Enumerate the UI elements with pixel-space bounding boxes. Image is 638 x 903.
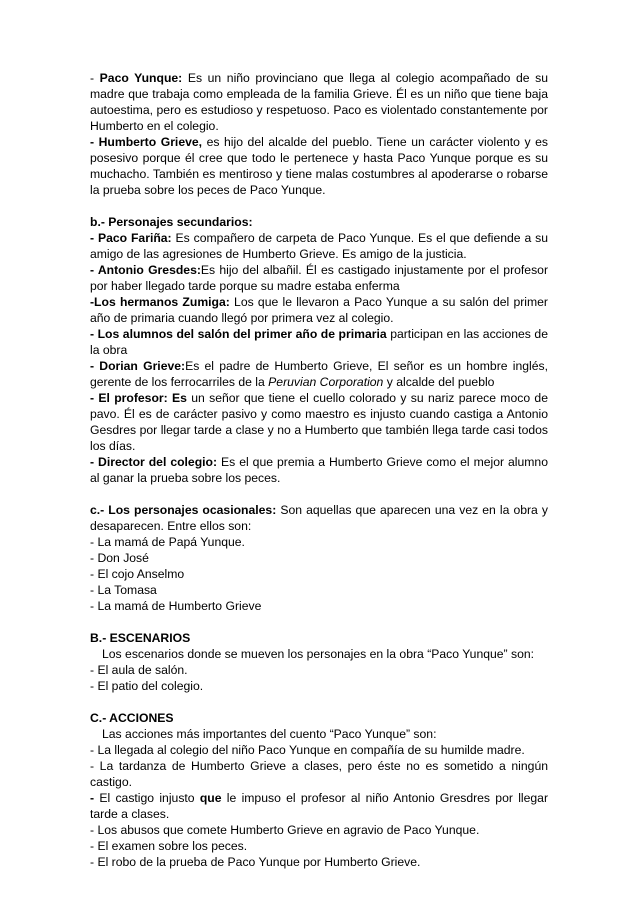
document-page bbox=[90, 70, 548, 870]
character-hermanos-zumiga bbox=[90, 294, 548, 326]
list-item: - La llegada al colegio del niño Paco Yunque en compañía de su humilde madre. bbox=[90, 743, 525, 757]
character-name: - El profesor: Es bbox=[90, 391, 187, 405]
character-paco-yunque bbox=[90, 70, 548, 134]
spacer bbox=[90, 198, 548, 214]
escenarios-heading: B.- ESCENARIOS bbox=[90, 631, 191, 645]
character-director bbox=[90, 454, 548, 486]
character-description: Es el que premia a Humberto Grieve como el mejor alumno al ganar la prueba sobre los peces. bbox=[90, 455, 548, 485]
list-item: - El robo de la prueba de Paco Yunque por Humberto Grieve. bbox=[90, 855, 421, 869]
occasional-heading: c.- Los personajes ocasionales: bbox=[90, 503, 277, 517]
character-dorian-grieve bbox=[90, 358, 548, 390]
occasional-intro bbox=[90, 502, 548, 534]
occasional-description: Son aquellas que aparecen una vez en la obra y desaparecen. Entre ellos son: bbox=[90, 503, 548, 533]
list-item: - La mamá de Papá Yunque. bbox=[90, 535, 245, 549]
character-antonio-gresdes bbox=[90, 262, 548, 294]
spacer bbox=[90, 694, 548, 710]
character-name: - Paco Fariña: bbox=[90, 231, 172, 245]
character-description: Es compañero de carpeta de Paco Yunque. Es el que defiende a su amigo de las agresiones de Humberto Grieve. Es amigo de la justicia. bbox=[90, 231, 548, 261]
list-item: - El patio del colegio. bbox=[90, 679, 204, 693]
character-profesor bbox=[90, 390, 548, 454]
character-description: Es el padre de Humberto Grieve, El señor es un hombre inglés, gerente de los ferrocarriles de la bbox=[90, 359, 548, 389]
character-description: Los que le llevaron a Paco Yunque a su salón del primer año de primaria cuando llegó por primera vez al colegio. bbox=[90, 295, 548, 325]
list-item: - La mamá de Humberto Grieve bbox=[90, 599, 262, 613]
character-paco-farina bbox=[90, 230, 548, 262]
character-name: - Director del colegio: bbox=[90, 455, 218, 469]
character-description-end: y alcalde del pueblo bbox=[383, 375, 495, 389]
character-description: es hijo del alcalde del pueblo. Tiene un carácter violento y es posesivo porque él cree que todo le pertenece y hasta Paco Yunque porque es su muchacho. También es mentiroso y tiene malas costumbres al apoderarse o robarse la prueba sobre los peces de Paco Yunque. bbox=[90, 135, 548, 197]
character-humberto-grieve bbox=[90, 134, 548, 198]
character-alumnos bbox=[90, 326, 548, 358]
list-item: - El examen sobre los peces. bbox=[90, 839, 248, 853]
item-text: El castigo injusto bbox=[94, 791, 200, 805]
list-item: - Don José bbox=[90, 551, 149, 565]
item-bold-word: que bbox=[199, 791, 222, 805]
list-item: - El aula de salón. bbox=[90, 663, 188, 677]
spacer bbox=[90, 614, 548, 630]
item-prefix: - bbox=[90, 71, 100, 85]
character-description: Es un niño provinciano que llega al colegio acompañado de su madre que trabaja como empleada de la familia Grieve. Él es un niño que tiene baja autoestima, pero es estudioso y respetuoso. Paco es violentado constantemente por Humberto en el colegio. bbox=[90, 71, 548, 133]
acciones-heading: C.- ACCIONES bbox=[90, 711, 174, 725]
character-description: participan en las acciones de la obra bbox=[90, 327, 548, 357]
character-name: - Antonio Gresdes: bbox=[90, 263, 201, 277]
list-item: - Los abusos que comete Humberto Grieve en agravio de Paco Yunque. bbox=[90, 823, 480, 837]
acciones-intro: Las acciones más importantes del cuento “Paco Yunque” son: bbox=[102, 727, 437, 741]
character-name: -Los hermanos Zumiga: bbox=[90, 295, 230, 309]
character-name: - Dorian Grieve: bbox=[90, 359, 186, 373]
character-name: - Los alumnos del salón del primer año de primaria bbox=[90, 327, 387, 341]
character-name: Paco Yunque: bbox=[99, 71, 183, 85]
list-item: - La tardanza de Humberto Grieve a clases, pero éste no es sometido a ningún castigo. bbox=[90, 759, 548, 789]
spacer bbox=[90, 486, 548, 502]
character-description: un señor que tiene el cuello colorado y su nariz parece moco de pavo. Él es de carácter pasivo y como maestro es injusto cuando castiga a Antonio Gesdres por llegar tarde a clase y no a Humberto que también llega tarde casi todos los días. bbox=[90, 391, 548, 453]
company-name: Peruvian Corporation bbox=[268, 375, 384, 389]
secondary-heading: b.- Personajes secundarios: bbox=[90, 215, 253, 229]
item-dash: - bbox=[90, 791, 95, 805]
item-text-end: le impuso el profesor al niño Antonio Gresdres por llegar tarde a clases. bbox=[90, 791, 548, 821]
list-item bbox=[90, 790, 548, 822]
character-description: Es hijo del albañil. Él es castigado injustamente por el profesor por haber llegado tarde porque su madre estaba enferma bbox=[90, 263, 549, 293]
escenarios-intro: Los escenarios donde se mueven los personajes en la obra “Paco Yunque” son: bbox=[102, 647, 535, 661]
character-name: - Humberto Grieve, bbox=[90, 135, 203, 149]
list-item: - La Tomasa bbox=[90, 583, 157, 597]
list-item: - El cojo Anselmo bbox=[90, 567, 185, 581]
